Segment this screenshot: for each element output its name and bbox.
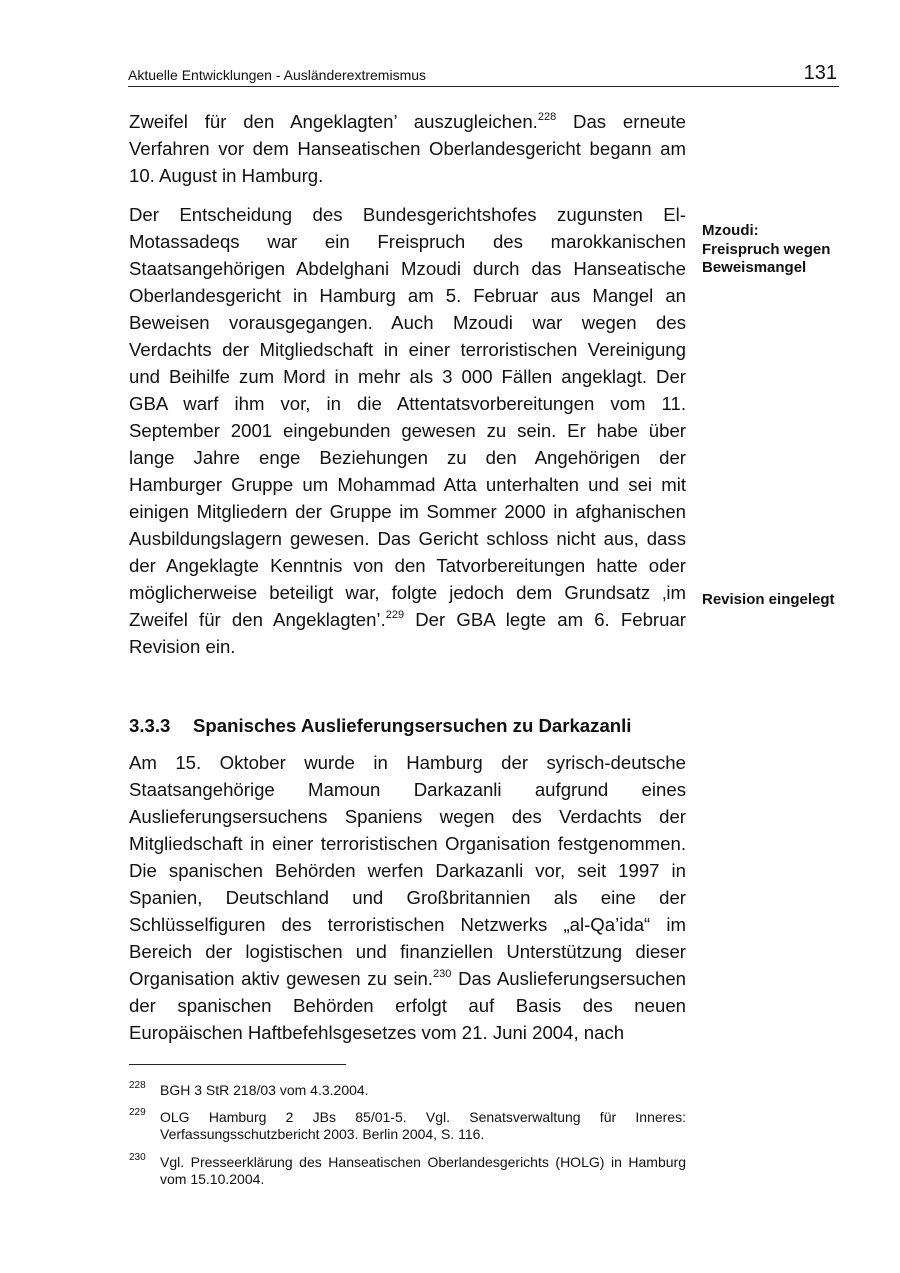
footnote-text: OLG Hamburg 2 JBs 85/01-5. Vgl. Senatsverwaltung für Inneres: Verfassungsschutzbericht 2003. Berlin 2004, S. 116. <box>160 1109 686 1142</box>
header-title: Aktuelle Entwicklungen - Ausländerextremismus <box>128 67 427 83</box>
page-number: 131 <box>803 62 837 84</box>
footnote-ref-229[interactable]: 229 <box>385 609 405 621</box>
footnote-230 <box>129 1154 686 1188</box>
footnote-ref-230[interactable]: 230 <box>432 968 452 980</box>
footnote-divider <box>129 1064 346 1065</box>
running-header <box>128 62 839 87</box>
paragraph-2-text-b: Der GBA legte am 6. Februar Revision ein. <box>129 609 686 657</box>
margin-note-line: Mzoudi: <box>702 222 759 239</box>
margin-note-line: Freispruch wegen <box>702 240 831 258</box>
footnote-number: 229 <box>129 1107 146 1118</box>
section-number: 3.3.3 <box>129 715 171 736</box>
paragraph-1-text-b: Das erneute Verfahren vor dem Hanseatischen Oberlandesgericht begann am 10. August in Hamburg. <box>129 111 686 186</box>
paragraph-2-text-a: Der Entscheidung des Bundesgerichtshofes zugunsten El-Motassadeqs war ein Freispruch des marokkanischen Staatsangehörigen Abdelghani Mzoudi durch das Hanseatische Oberlandesgericht in Hamburg am 5. Februar aus Mangel an Beweisen vorausgegangen. Auch Mzoudi war wegen des Verdachts der Mitgliedschaft in einer terroristischen Vereinigung und Beihilfe zum Mord in mehr als 3 000 Fällen angeklagt. Der GBA warf ihm vor, in die Attentatsvorbereitungen vom 11. September 2001 eingebunden gewesen zu sein. Er habe über lange Jahre enge Beziehungen zu den Angehörigen der Hamburger Gruppe um Mohammad Atta unterhalten und sei mit einigen Mitgliedern der Gruppe im Sommer 2000 in afghanischen Ausbildungslagern gewesen. Das Gericht schloss nicht aus, dass der Angeklagte Kenntnis von den Tatvorbereitungen hatte oder möglicherweise beteiligt war, folgte jedoch dem Grundsatz ‚im Zweifel für den Angeklagten’. <box>129 204 686 630</box>
paragraph-2 <box>129 201 686 660</box>
footnote-ref-228[interactable]: 228 <box>537 111 557 123</box>
footnote-228 <box>129 1082 686 1099</box>
footnote-229 <box>129 1109 686 1143</box>
footnote-number: 228 <box>129 1080 146 1091</box>
paragraph-3-text-b: Das Auslieferungsersuchen der spanischen Behörden erfolgt auf Basis des neuen Europäischen Haftbefehlsgesetzes vom 21. Juni 2004, nach <box>129 968 686 1043</box>
paragraph-3 <box>129 749 686 1046</box>
section-heading <box>129 712 631 739</box>
footnote-text: Vgl. Presseerklärung des Hanseatischen Oberlandesgerichts (HOLG) in Hamburg vom 15.10.2004. <box>160 1154 686 1187</box>
footnote-number: 230 <box>129 1152 146 1163</box>
margin-note-revision <box>702 591 892 610</box>
footnote-text: BGH 3 StR 218/03 vom 4.3.2004. <box>160 1082 369 1098</box>
paragraph-1-text-a: Zweifel für den Angeklagten’ auszugleichen. <box>129 111 538 132</box>
paragraph-1 <box>129 108 686 189</box>
margin-note-line: Beweismangel <box>702 259 807 276</box>
margin-note-mzoudi <box>702 222 892 278</box>
paragraph-3-text-a: Am 15. Oktober wurde in Hamburg der syrisch-deutsche Staatsangehörige Mamoun Darkazanli aufgrund eines Auslieferungsersuchens Spaniens wegen des Verdachts der Mitgliedschaft in einer terroristischen Organisation festgenommen. Die spanischen Behörden werfen Darkazanli vor, seit 1997 in Spanien, Deutschland und Großbritannien als eine der Schlüsselfiguren des terroristischen Netzwerks „al-Qa’ida“ im Bereich der logistischen und finanziellen Unterstützung dieser Organisation aktiv gewesen zu sein. <box>129 752 686 989</box>
section-title: Spanisches Auslieferungsersuchen zu Darkazanli <box>193 715 632 736</box>
margin-note-line: Revision eingelegt <box>702 591 835 608</box>
